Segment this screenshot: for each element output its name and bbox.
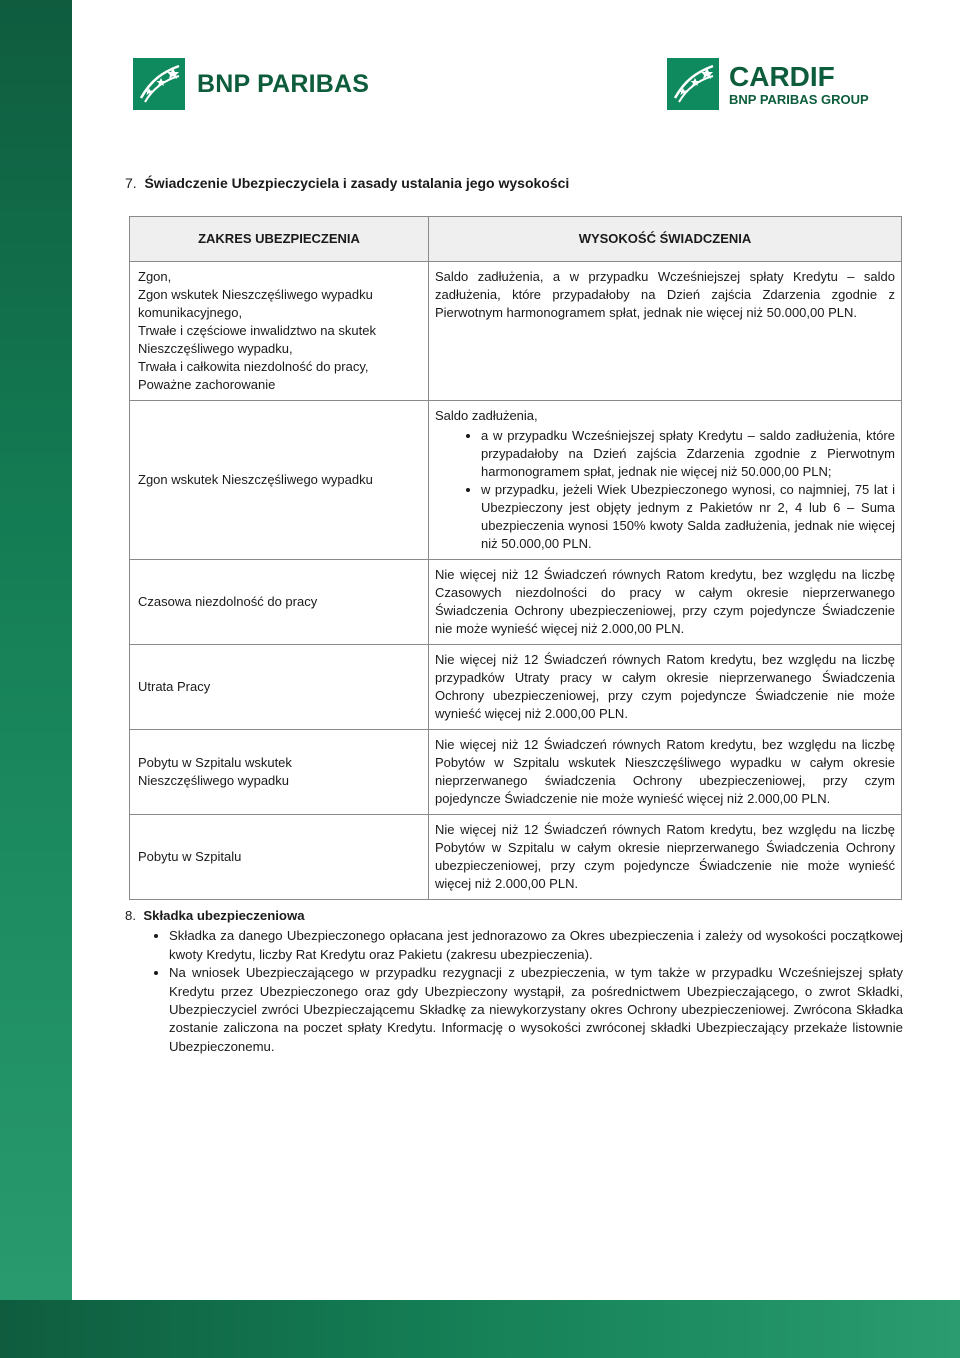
- scope-cell: Utrata Pracy: [130, 645, 429, 730]
- list-item: • Na wniosek Ubezpieczającego w przypadku rezygnacji z ubezpieczenia, w tym także w przypadku Wcześniejszej spłaty Kredytu przez Ubezpieczonego oraz gdy Ubezpieczony wystąpił, za pośrednictwem Ubezpieczającego, o zwrot Składki, Ubezpieczyciel zwróci Ubezpieczającemu Składkę za niewykorzystany okres Ochrony ubezpieczeniowej. Zwrócona Składka zostanie zaliczona na poczet spłaty Kredytu. Informację o wysokości zwróconej składki Ubezpieczający przekaże listownie Ubezpieczonemu.: [169, 964, 903, 1056]
- header-amount: WYSOKOŚĆ ŚWIADCZENIA: [429, 217, 902, 262]
- section-7-title: Świadczenie Ubezpieczyciela i zasady ustalania jego wysokości: [144, 175, 570, 191]
- cardif-logo: [667, 58, 869, 110]
- scope-line: Trwała i całkowita niezdolność do pracy,: [138, 359, 369, 374]
- green-bottom-band: [0, 1300, 960, 1358]
- scope-cell: [130, 730, 429, 815]
- header-scope: ZAKRES UBEZPIECZENIA: [130, 217, 429, 262]
- list-item: • w przypadku, jeżeli Wiek Ubezpieczonego wynosi, co najmniej, 75 lat i Ubezpieczony jest objęty jednym z Pakietów nr 2, 4 lub 6 – Suma ubezpieczenia wynosi 150% kwoty Salda zadłużenia, jednak nie więcej niż 50.000,00 PLN.: [481, 481, 895, 553]
- list-item: • a w przypadku Wcześniejszej spłaty Kredytu – saldo zadłużenia, które przypadałoby na Dzień zajścia Zdarzenia zgodnie z Pierwotnym harmonogramem spłat, jednak nie więcej niż 50.000,00 PLN;: [481, 427, 895, 481]
- amount-cell: [429, 401, 902, 560]
- scope-cell: Zgon wskutek Nieszczęśliwego wypadku: [130, 401, 429, 560]
- scope-cell: [130, 262, 429, 401]
- scope-cell: Pobytu w Szpitalu: [130, 815, 429, 900]
- table-row: [130, 401, 902, 560]
- cardif-logo-title: CARDIF: [729, 60, 835, 92]
- table-row: [130, 730, 902, 815]
- table-header-row: [130, 217, 902, 262]
- scope-line: Pobytu w Szpitalu wskutek: [138, 755, 292, 770]
- section-8-title: Składka ubezpieczeniowa: [143, 908, 305, 923]
- section-7-heading: [125, 175, 569, 191]
- scope-line: Zgon,: [138, 269, 172, 284]
- scope-cell: Czasowa niezdolność do pracy: [130, 560, 429, 645]
- table-row: [130, 560, 902, 645]
- scope-line: Zgon wskutek Nieszczęśliwego wypadku komunikacyjnego,: [138, 287, 373, 320]
- amount-cell: Nie więcej niż 12 Świadczeń równych Ratom kredytu, bez względu na liczbę Czasowych niezdolności do pracy w całym okresie nieprzerwanego Świadczenia Ochrony ubezpieczeniowej, przy czym pojedyncze Świadczenie nie może wynieść więcej niż 2.000,00 PLN.: [429, 560, 902, 645]
- list-item: • Składka za danego Ubezpieczonego opłacana jest jednorazowo za Okres ubezpieczenia i zależy od wysokości początkowej kwoty Kredytu, liczby Rat Kredytu oraz Pakietu (zakresu ubezpieczenia).: [169, 927, 903, 964]
- bnp-paribas-logo: [133, 58, 369, 110]
- scope-line: Poważne zachorowanie: [138, 377, 276, 392]
- cardif-stars-icon: [667, 58, 719, 110]
- bnp-stars-icon: [133, 58, 185, 110]
- amount-cell: Nie więcej niż 12 Świadczeń równych Ratom kredytu, bez względu na liczbę Pobytów w Szpitalu wskutek Nieszczęśliwego wypadku w całym okresie nieprzerwanego świadczenia Ochrony ubezpieczeniowej, przy czym pojedyncze Świadczenie nie może wynieść więcej niż 2.000,00 PLN.: [429, 730, 902, 815]
- benefits-table: [129, 216, 902, 900]
- section-8: [125, 907, 903, 1056]
- amount-cell: Saldo zadłużenia, a w przypadku Wcześniejszej spłaty Kredytu – saldo zadłużenia, które przypadałoby na Dzień zajścia Zdarzenia zgodnie z Pierwotnym harmonogramem spłat, jednak nie więcej niż 50.000,00 PLN.: [429, 262, 902, 401]
- table-row: [130, 815, 902, 900]
- amount-intro: Saldo zadłużenia,: [435, 408, 538, 423]
- cardif-logo-subtitle: BNP PARIBAS GROUP: [729, 91, 869, 107]
- section-7-number: 7.: [125, 175, 137, 191]
- section-8-list: [125, 927, 903, 1056]
- table-row: [130, 645, 902, 730]
- amount-cell: Nie więcej niż 12 Świadczeń równych Ratom kredytu, bez względu na liczbę Pobytów w Szpitalu w całym okresie nieprzerwanego Świadczenia Ochrony ubezpieczeniowej, przy czym pojedyncze Świadczenie nie może wynieść więcej niż 2.000,00 PLN.: [429, 815, 902, 900]
- green-side-band: [0, 0, 72, 1358]
- scope-line: Nieszczęśliwego wypadku: [138, 773, 290, 788]
- table-row: [130, 262, 902, 401]
- amount-cell: Nie więcej niż 12 Świadczeń równych Ratom kredytu, bez względu na liczbę przypadków Utraty pracy w całym okresie nieprzerwanego Świadczenia Ochrony ubezpieczeniowej, przy czym pojedyncze Świadczenie nie może wynieść więcej niż 2.000,00 PLN.: [429, 645, 902, 730]
- section-8-number: 8.: [125, 908, 136, 923]
- bnp-logo-text: BNP PARIBAS: [197, 69, 370, 98]
- scope-line: Trwałe i częściowe inwalidztwo na skutek Nieszczęśliwego wypadku,: [138, 323, 376, 356]
- amount-bullet-list: [435, 427, 895, 553]
- section-8-heading: [125, 907, 903, 925]
